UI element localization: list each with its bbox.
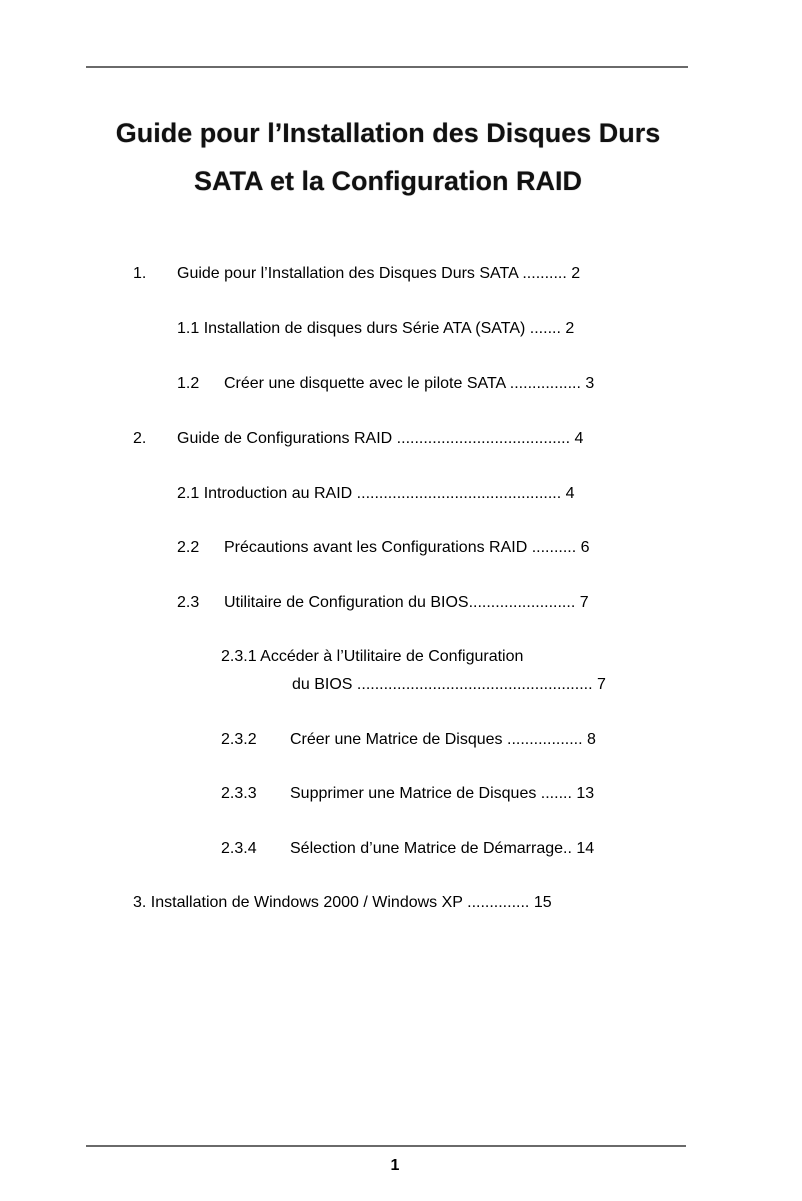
toc-num: 2.2 xyxy=(177,539,200,556)
toc-leader: .......... xyxy=(517,265,567,282)
toc-title: Accéder à l’Utilitaire de Configuration xyxy=(260,648,524,665)
toc-page: 4 xyxy=(574,430,584,447)
toc-entry-2-3-3-num xyxy=(221,785,257,803)
toc-entry-2-num xyxy=(133,430,146,448)
toc-entry-2-3[interactable] xyxy=(224,594,589,612)
toc-entry-2-3-2-num xyxy=(221,731,257,749)
toc-entry-2-3-4[interactable] xyxy=(290,840,594,858)
top-rule xyxy=(86,66,688,68)
toc-page: 3 xyxy=(585,375,595,392)
toc-entry-2-3-1-cont[interactable] xyxy=(292,676,606,694)
toc-entry-2-3-3[interactable] xyxy=(290,785,594,803)
toc-leader: ................. xyxy=(502,731,583,748)
toc-page: 15 xyxy=(533,894,552,911)
toc-leader: ....................................... xyxy=(392,430,571,447)
toc-leader: ................ xyxy=(505,375,581,392)
toc-page: 13 xyxy=(576,785,595,802)
toc-num: 1. xyxy=(133,265,147,282)
toc-title: Créer une disquette avec le pilote SATA xyxy=(224,375,506,392)
toc-num: 1.1 xyxy=(177,320,200,337)
toc-entry-3[interactable] xyxy=(133,894,552,912)
toc-title: Supprimer une Matrice de Disques xyxy=(290,785,537,802)
toc-entry-2-1[interactable] xyxy=(177,485,575,503)
toc-num: 2.3.3 xyxy=(221,785,257,802)
toc-num: 2.3.1 xyxy=(221,648,257,665)
toc-leader: .......... xyxy=(527,539,577,556)
toc-num: 2.3.4 xyxy=(221,840,257,857)
toc-page: 8 xyxy=(587,731,596,748)
toc-title: Installation de disques durs Série ATA (SATA) xyxy=(203,320,526,337)
toc-title: Guide de Configurations RAID xyxy=(177,430,393,447)
toc-page: 2 xyxy=(565,320,575,337)
toc-num: 1.2 xyxy=(177,375,200,392)
document-title-line-2: SATA et la Configuration RAID xyxy=(194,166,582,196)
toc-page: 7 xyxy=(596,676,606,693)
toc-page: 14 xyxy=(576,840,595,857)
toc-leader: ....... xyxy=(536,785,572,802)
toc-entry-2-3-1[interactable] xyxy=(221,648,523,666)
toc-entry-1-2[interactable] xyxy=(224,375,594,393)
toc-num: 2.3 xyxy=(177,594,200,611)
toc-leader: .............................................. xyxy=(352,485,562,502)
toc-title: Créer une Matrice de Disques xyxy=(290,731,503,748)
toc-entry-1[interactable] xyxy=(133,265,146,283)
toc-num: 2. xyxy=(133,430,147,447)
bottom-rule xyxy=(86,1145,686,1147)
toc-title: Précautions avant les Configurations RAID xyxy=(224,539,528,556)
toc-title: Utilitaire de Configuration du BIOS xyxy=(224,594,469,611)
toc-entry-2-3-num xyxy=(177,594,199,612)
toc-title-continued: du BIOS xyxy=(292,676,353,693)
toc-page: 2 xyxy=(571,265,581,282)
toc-page: 6 xyxy=(580,539,590,556)
page-number: 1 xyxy=(390,1157,400,1174)
toc-title: Sélection d’une Matrice de Démarrage xyxy=(290,840,564,857)
toc-leader: .. xyxy=(563,840,572,857)
toc-num: 2.1 xyxy=(177,485,200,502)
toc-leader: ..................................................... xyxy=(352,676,593,693)
toc-entry-2[interactable] xyxy=(177,430,583,448)
toc-entry-2-3-4-num xyxy=(221,840,257,858)
toc-entry-1-title[interactable] xyxy=(177,265,580,283)
toc-title: Introduction au RAID xyxy=(203,485,353,502)
toc-leader: .............. xyxy=(462,894,530,911)
document-title-line-1: Guide pour l’Installation des Disques Durs xyxy=(115,118,661,148)
toc-num: 2.3.2 xyxy=(221,731,257,748)
toc-leader: ........................ xyxy=(468,594,576,611)
toc-page: 4 xyxy=(565,485,575,502)
toc-entry-1-1[interactable] xyxy=(177,320,574,338)
toc-title: Guide pour l’Installation des Disques Durs SATA xyxy=(177,265,518,282)
toc-entry-2-2-num xyxy=(177,539,199,557)
toc-entry-2-2[interactable] xyxy=(224,539,590,557)
toc-page: 7 xyxy=(579,594,589,611)
toc-leader: ....... xyxy=(525,320,561,337)
toc-entry-2-3-2[interactable] xyxy=(290,731,596,749)
toc-title: Installation de Windows 2000 / Windows XP xyxy=(150,894,463,911)
toc-num: 3. xyxy=(133,894,147,911)
toc-entry-1-2-num xyxy=(177,375,199,393)
